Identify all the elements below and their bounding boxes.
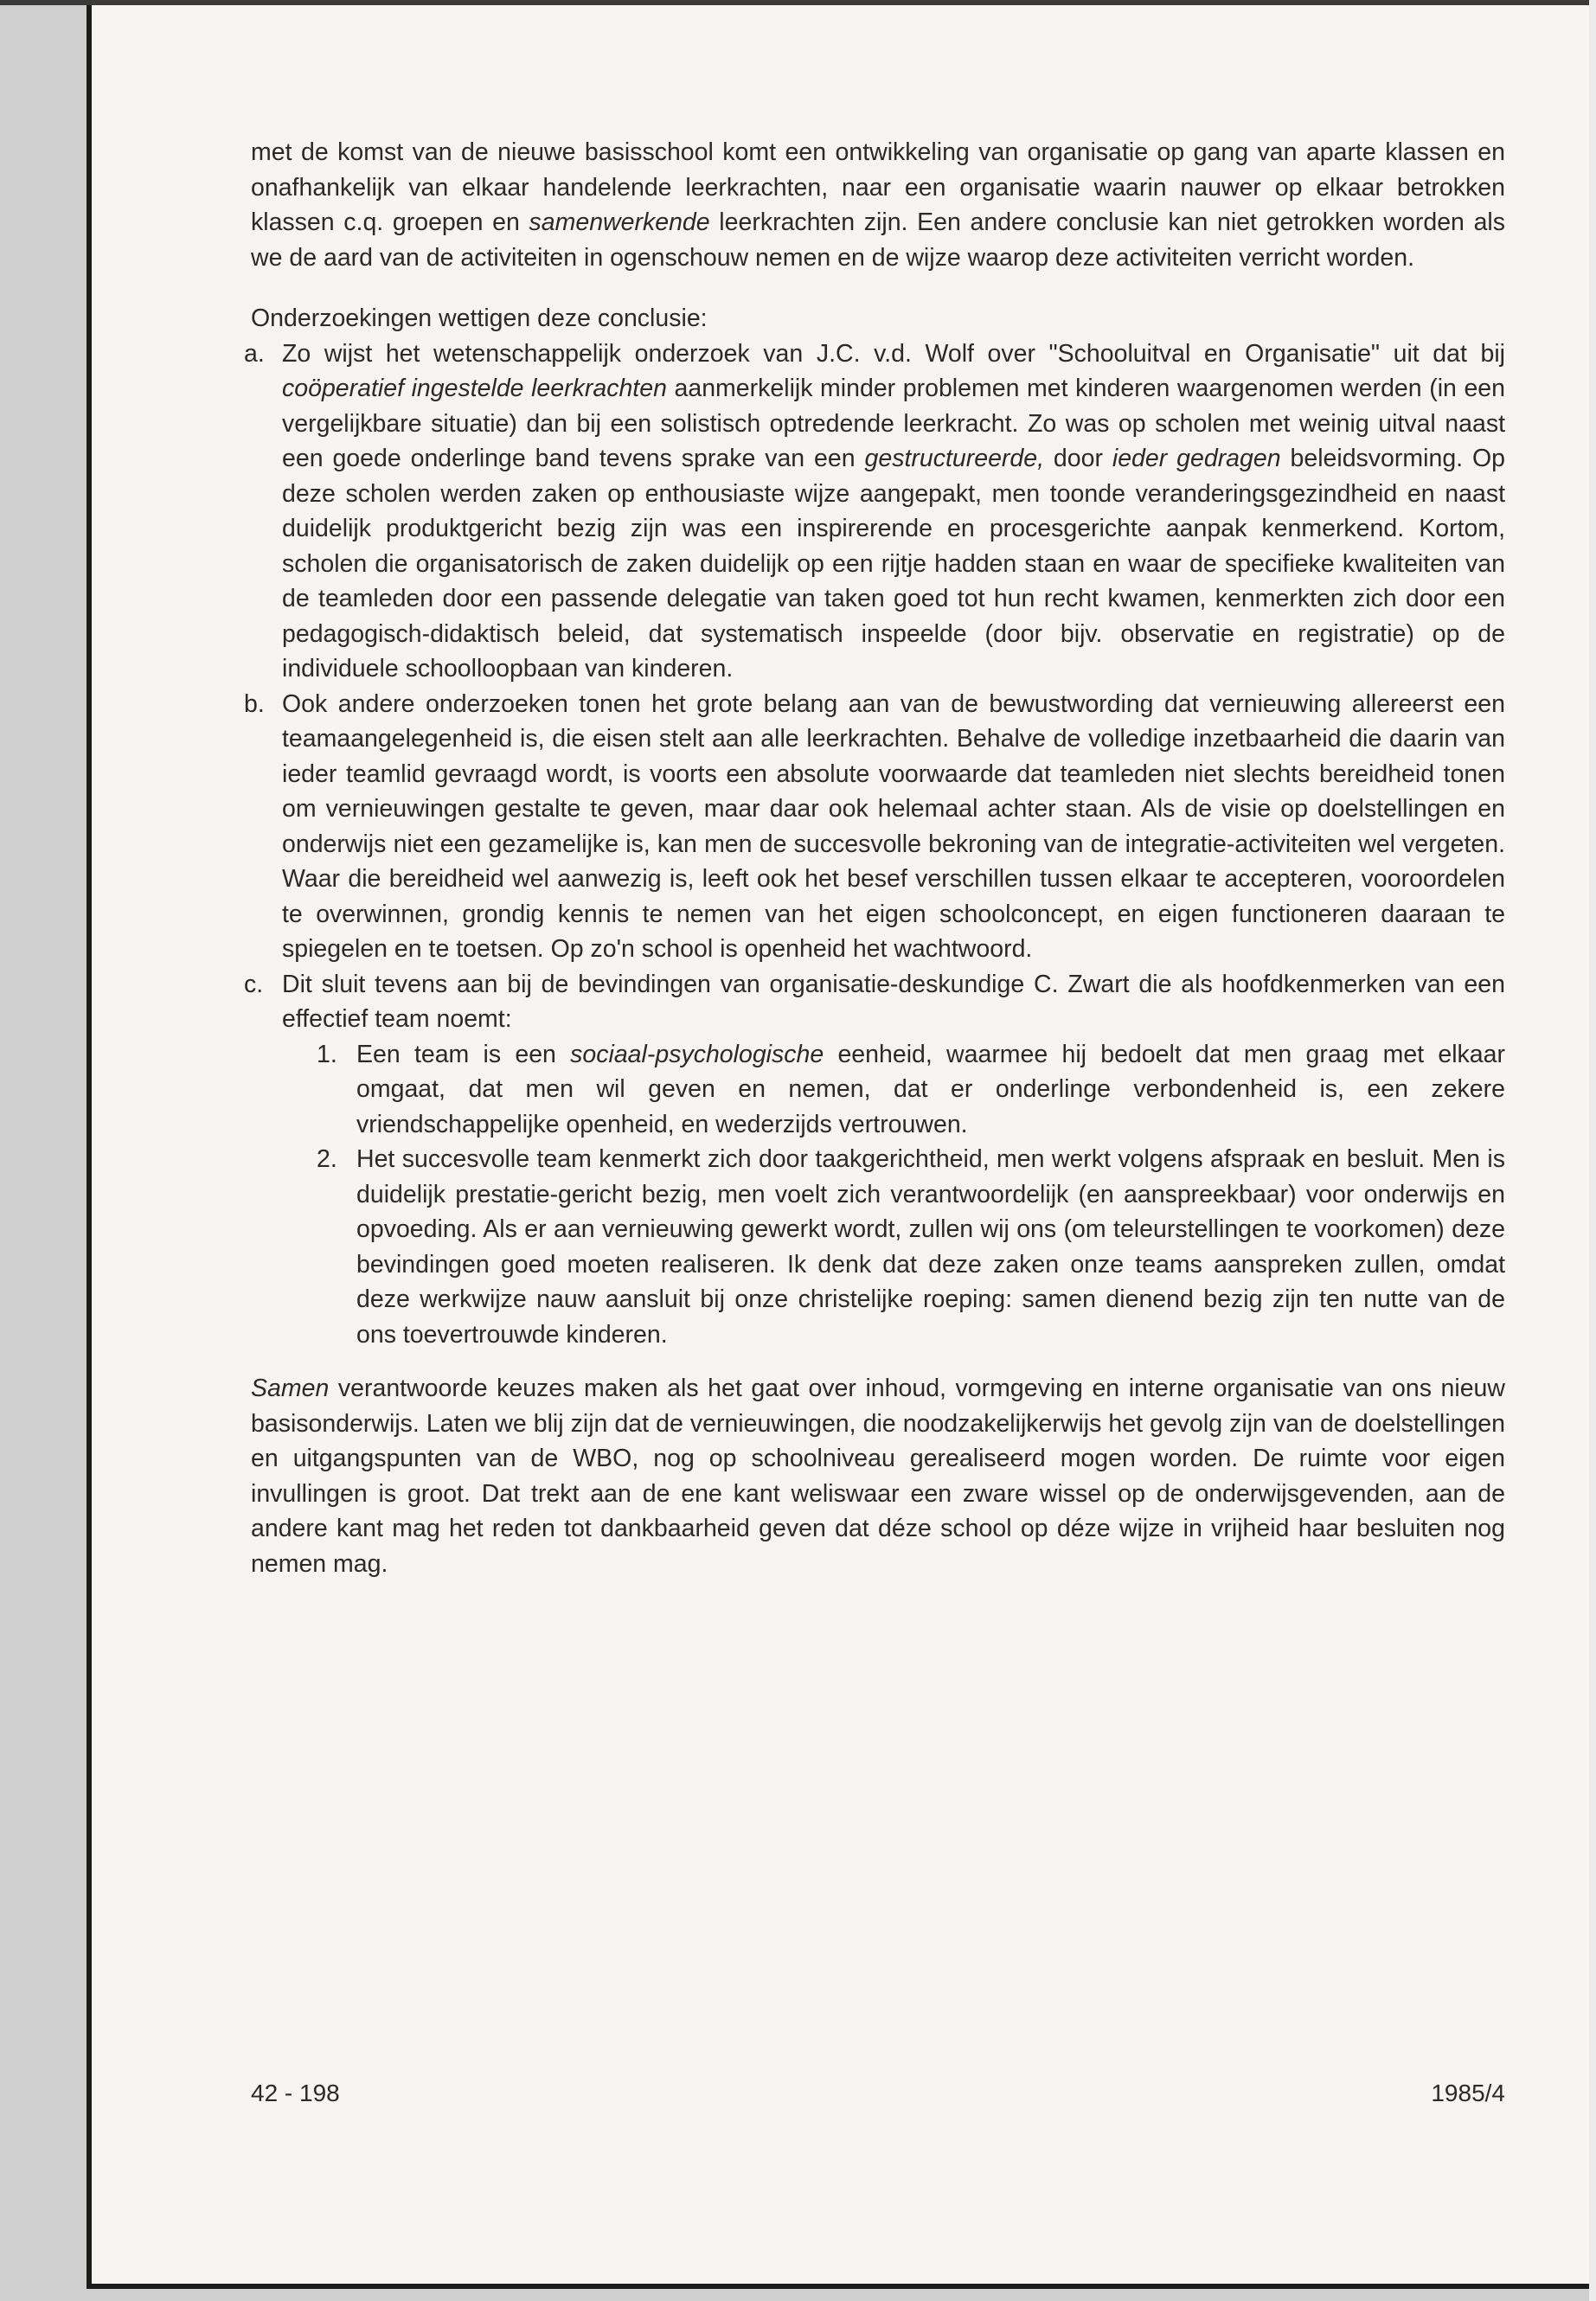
- list-item-c: c. Dit sluit tevens aan bij de bevindingen van organisatie-deskundige C. Zwart die als hoofdkenmerken van een effectief team noemt: 1. Een team is een sociaal-psychologische eenheid, waarmee hij bedoelt dat men graag met elkaar omgaat, dat men wil geven en nemen, dat er onderlinge verbondenheid is, een zekere vriendschappelijke openheid, en wederzijds vertrouwen. 2. Het succesvolle team kenmerkt zich door taakgerichtheid, men werkt volgens afspraak en besluit. Men is duidelijk prestatie-gericht bezig, men voelt zich verantwoordelijk (en aanspreekbaar) voor onderwijs en opvoeding. Als er aan vernieuwing gewerkt wordt, zullen wij ons (om teleurstellingen te voorkomen) deze bevindingen goed moeten realiseren. Ik denk dat deze zaken onze teams aanspreken zullen, omdat deze werkwijze nauw aansluit bij onze christelijke roeping: samen dienend bezig zijn ten nutte van de ons toevertrouwde kinderen.: [251, 967, 1505, 1353]
- list-marker: 1.: [317, 1040, 337, 1068]
- emphasis: Samen: [251, 1375, 330, 1402]
- closing-paragraph: Samen verantwoorde keuzes maken als het gaat over inhoud, vormgeving en interne organisatie van ons nieuw basisonderwijs. Laten we blij zijn dat de vernieuwingen, die noodzakelijkerwijs het gevolg zijn van de doelstellingen en uitgangspunten van de WBO, nog op schoolniveau gerealiseerd mogen worden. De ruimte voor eigen invullingen is groot. Dat trekt aan de ene kant weliswaar een zware wissel op de onderwijsgevenden, aan de andere kant mag het reden tot dankbaarheid geven dat déze school op déze wijze in vrijheid haar besluiten nog nemen mag.: [251, 1375, 1505, 1578]
- emphasis: ieder gedragen: [1112, 445, 1281, 472]
- list-marker: 2.: [317, 1145, 337, 1173]
- body-text: [244, 135, 1506, 1581]
- document-page: [87, 5, 1589, 2289]
- emphasis: coöperatief ingestelde leerkrachten: [282, 375, 667, 402]
- sub-item-1: 1. Een team is een sociaal-psychologische eenheid, waarmee hij bedoelt dat men graag met elkaar omgaat, dat men wil geven en nemen, dat er onderlinge verbondenheid is, een zekere vriendschappelijke openheid, en wederzijds vertrouwen.: [313, 1037, 1505, 1143]
- list-item-a: a. Zo wijst het wetenschappelijk onderzoek van J.C. v.d. Wolf over "Schooluitval en Organisatie" uit dat bij coöperatief ingestelde leerkrachten aanmerkelijk minder problemen met kinderen waargenomen werden (in een vergelijkbare situatie) dan bij een solistisch optredende leerkracht. Zo was op scholen met weinig uitval naast een goede onderlinge band tevens sprake van een gestructureerde, door ieder gedragen beleidsvorming. Op deze scholen werden zaken op enthousiaste wijze aangepakt, men toonde veranderingsgezindheid en naast duidelijk produktgericht bezig zijn was een inspirerende en procesgerichte aanpak kenmerkend. Kortom, scholen die organisatorisch de zaken duidelijk op een rijtje hadden staan en waar de specifieke kwaliteiten van de teamleden door een passende delegatie van taken goed tot hun recht kwamen, kenmerkten zich door een pedagogisch-didaktisch beleid, dat systematisch inspeelde (door bijv. observatie en registratie) op de individuele schoolloopbaan van kinderen.: [251, 336, 1505, 687]
- emphasis: gestructureerde,: [864, 445, 1045, 472]
- page-number: 42 - 198: [251, 2080, 340, 2106]
- list-marker: c.: [244, 970, 264, 998]
- list-marker: a.: [244, 339, 265, 368]
- sublist: [313, 1037, 1505, 1353]
- emphasis: sociaal-psychologische: [570, 1040, 824, 1068]
- intro-paragraph: met de komst van de nieuwe basisschool komt een ontwikkeling van organisatie op gang van aparte klassen en onafhankelijk van elkaar handelende leerkrachten, naar een organisatie waarin nauwer op elkaar betrokken klassen c.q. groepen en samenwerkende leerkrachten zijn. Een andere conclusie kan niet getrokken worden als we de aard van de activiteiten in ogenschouw nemen en de wijze waarop deze activiteiten verricht worden.: [251, 138, 1505, 272]
- list-marker: b.: [244, 689, 265, 718]
- issue-number: 1985/4: [1431, 2080, 1505, 2106]
- scan-edge-right: [1589, 0, 1596, 2301]
- sub-item-2: 2. Het succesvolle team kenmerkt zich door taakgerichtheid, men werkt volgens afspraak en besluit. Men is duidelijk prestatie-gericht bezig, men voelt zich verantwoordelijk (en aanspreekbaar) voor onderwijs en opvoeding. Als er aan vernieuwing gewerkt wordt, zullen wij ons (om teleurstellingen te voorkomen) deze bevindingen goed moeten realiseren. Ik denk dat deze zaken onze teams aanspreken zullen, omdat deze werkwijze nauw aansluit bij onze christelijke roeping: samen dienend bezig zijn ten nutte van de ons toevertrouwde kinderen.: [313, 1142, 1505, 1352]
- list-item-b: b. Ook andere onderzoeken tonen het grote belang aan van de bewustwording dat vernieuwing allereerst een teamaangelegenheid is, die eisen stelt aan alle leerkrachten. Behalve de volledige inzetbaarheid die daarin van ieder teamlid gevraagd wordt, is voorts een absolute voorwaarde dat teamleden niet slechts bereidheid tonen om vernieuwingen gestalte te geven, maar daar ook helemaal achter staan. Als de visie op doelstellingen en onderwijs niet een gezamelijke is, kan men de succesvolle bekroning van de integratie-activiteiten wel vergeten. Waar die bereidheid wel aanwezig is, leeft ook het besef verschillen tussen elkaar te accepteren, vooroordelen te overwinnen, grondig kennis te nemen van het eigen schoolconcept, en eigen functioneren daaraan te spiegelen en te toetsen. Op zo'n school is openheid het wachtwoord.: [251, 687, 1505, 967]
- emphasis: samenwerkende: [529, 208, 710, 236]
- lead-line: Onderzoekingen wettigen deze conclusie:: [251, 304, 708, 332]
